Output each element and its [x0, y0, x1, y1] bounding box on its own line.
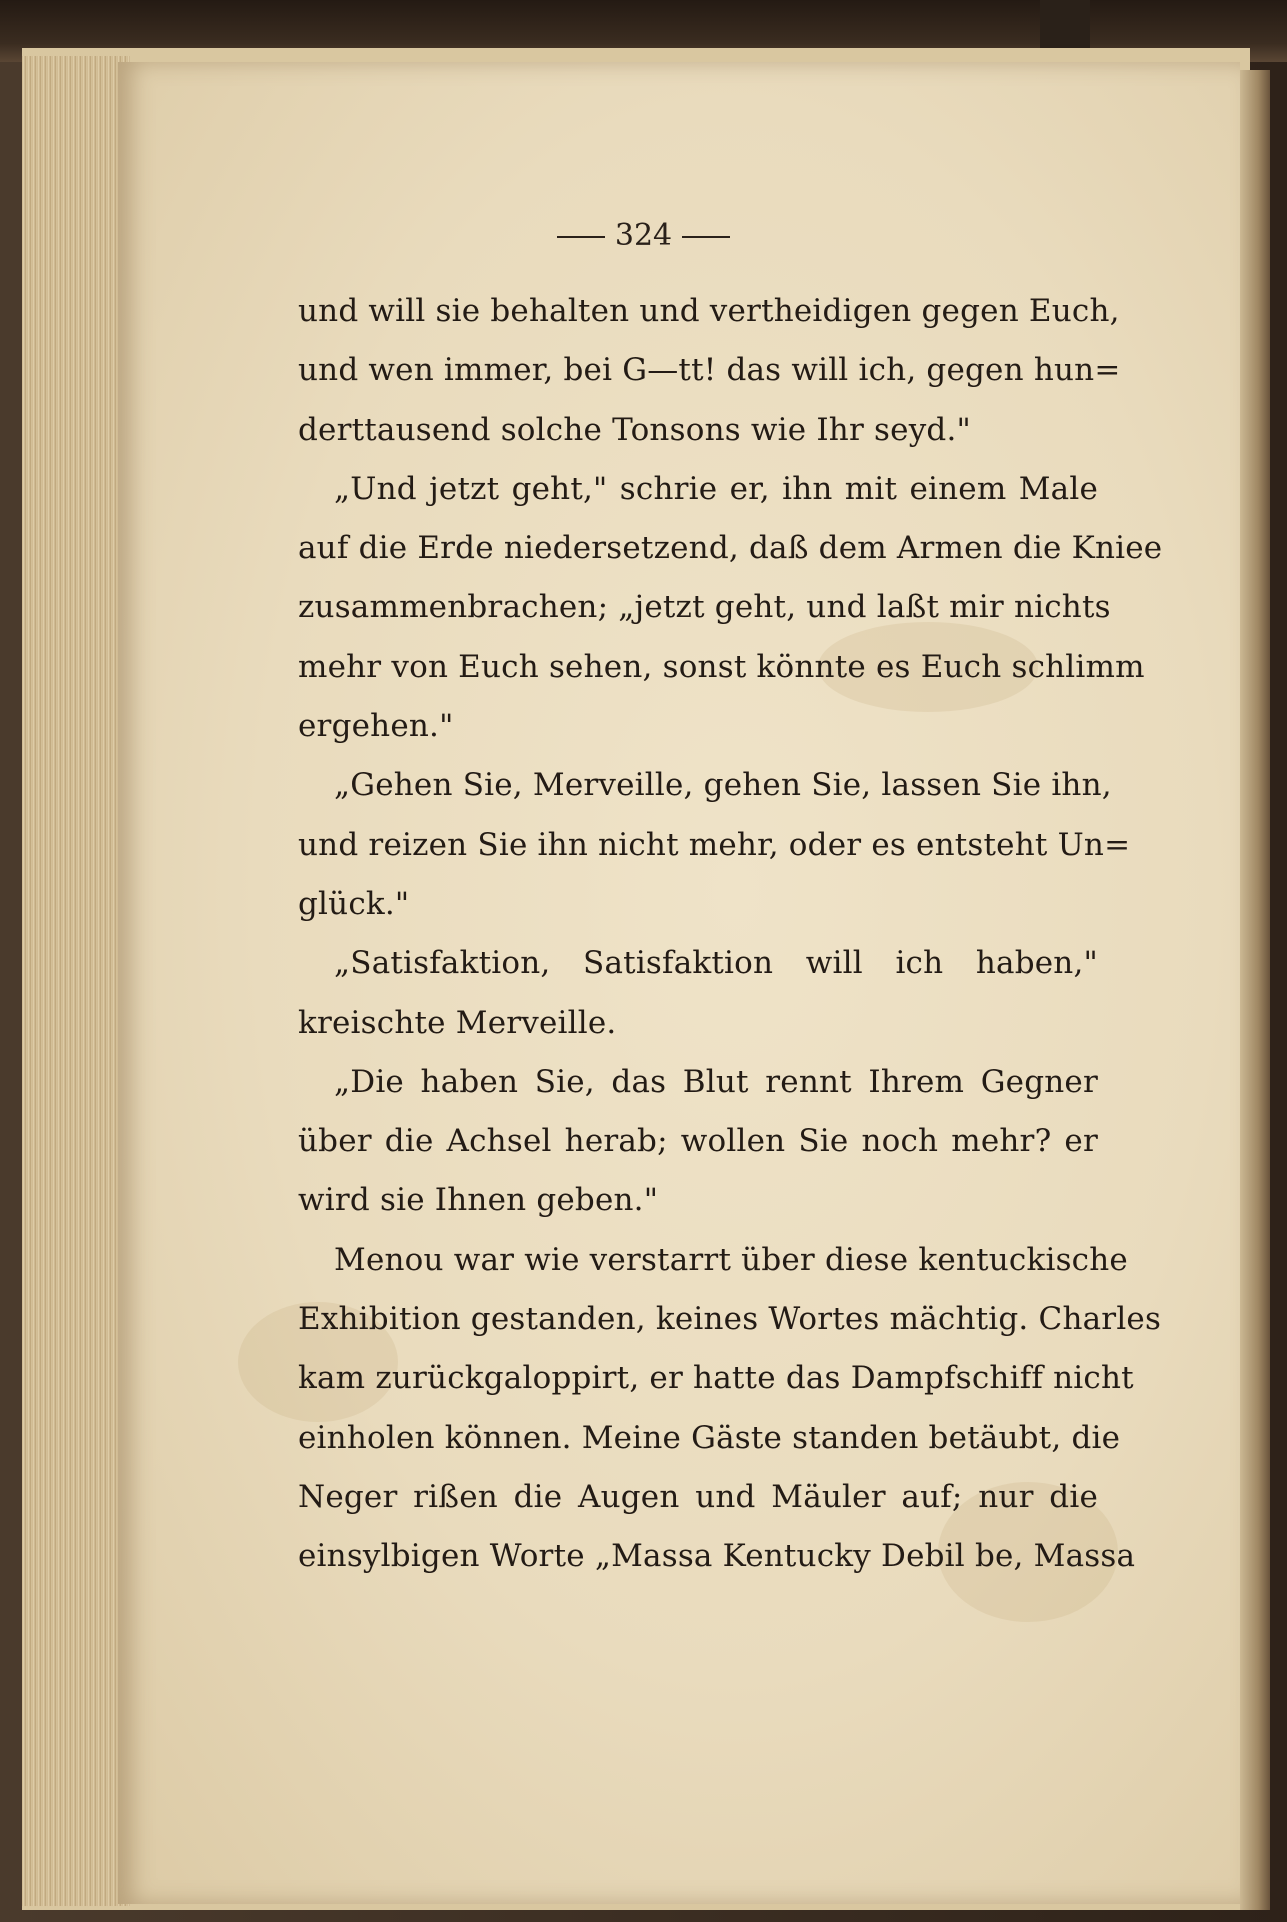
- body-text: [298, 282, 1163, 1587]
- text-line: und wen immer, bei G—tt! das will ich, gegen hun=: [298, 352, 1121, 389]
- text-line: kreischte Merveille.: [298, 1004, 617, 1041]
- page-number: [0, 218, 1287, 253]
- ornament-right-icon: [682, 236, 730, 238]
- text-line: Menou war wie verstarrt über diese kentuckische: [334, 1241, 1128, 1278]
- text-line: kam zurückgaloppirt, er hatte das Dampfschiff nicht: [298, 1360, 1134, 1397]
- right-page-edge: [1240, 70, 1270, 1910]
- text-line: wird sie Ihnen geben.": [298, 1182, 659, 1219]
- text-line: „Gehen Sie, Merveille, gehen Sie, lassen Sie ihn,: [334, 767, 1112, 804]
- text-line: zusammenbrachen; „jetzt geht, und laßt mir nichts: [298, 589, 1111, 626]
- ornament-left-icon: [557, 236, 605, 238]
- text-line: einsylbigen Worte „Massa Kentucky Debil be, Massa: [298, 1538, 1136, 1575]
- text-line: „Die haben Sie, das Blut rennt Ihrem Gegner: [334, 1063, 1098, 1100]
- text-line: Exhibition gestanden, keines Wortes mächtig. Charles: [298, 1301, 1162, 1338]
- text-line: einholen können. Meine Gäste standen betäubt, die: [298, 1419, 1121, 1456]
- text-line: Neger rißen die Augen und Mäuler auf; nur die: [298, 1478, 1098, 1515]
- text-line: „Und jetzt geht," schrie er, ihn mit einem Male: [334, 470, 1098, 507]
- text-line: und reizen Sie ihn nicht mehr, oder es entsteht Un=: [298, 826, 1131, 863]
- text-line: derttausend solche Tonsons wie Ihr seyd.": [298, 411, 971, 448]
- text-line: glück.": [298, 885, 410, 922]
- text-line: auf die Erde niedersetzend, daß dem Armen die Kniee: [298, 530, 1163, 567]
- text-line: über die Achsel herab; wollen Sie noch mehr? er: [298, 1123, 1098, 1160]
- page-number-text: 324: [614, 218, 673, 253]
- page-edges: [22, 56, 130, 1906]
- text-line: ergehen.": [298, 708, 454, 745]
- text-line: mehr von Euch sehen, sonst könnte es Euch schlimm: [298, 648, 1145, 685]
- text-line: „Satisfaktion, Satisfaktion will ich haben,": [334, 945, 1098, 982]
- text-line: und will sie behalten und vertheidigen gegen Euch,: [298, 293, 1120, 329]
